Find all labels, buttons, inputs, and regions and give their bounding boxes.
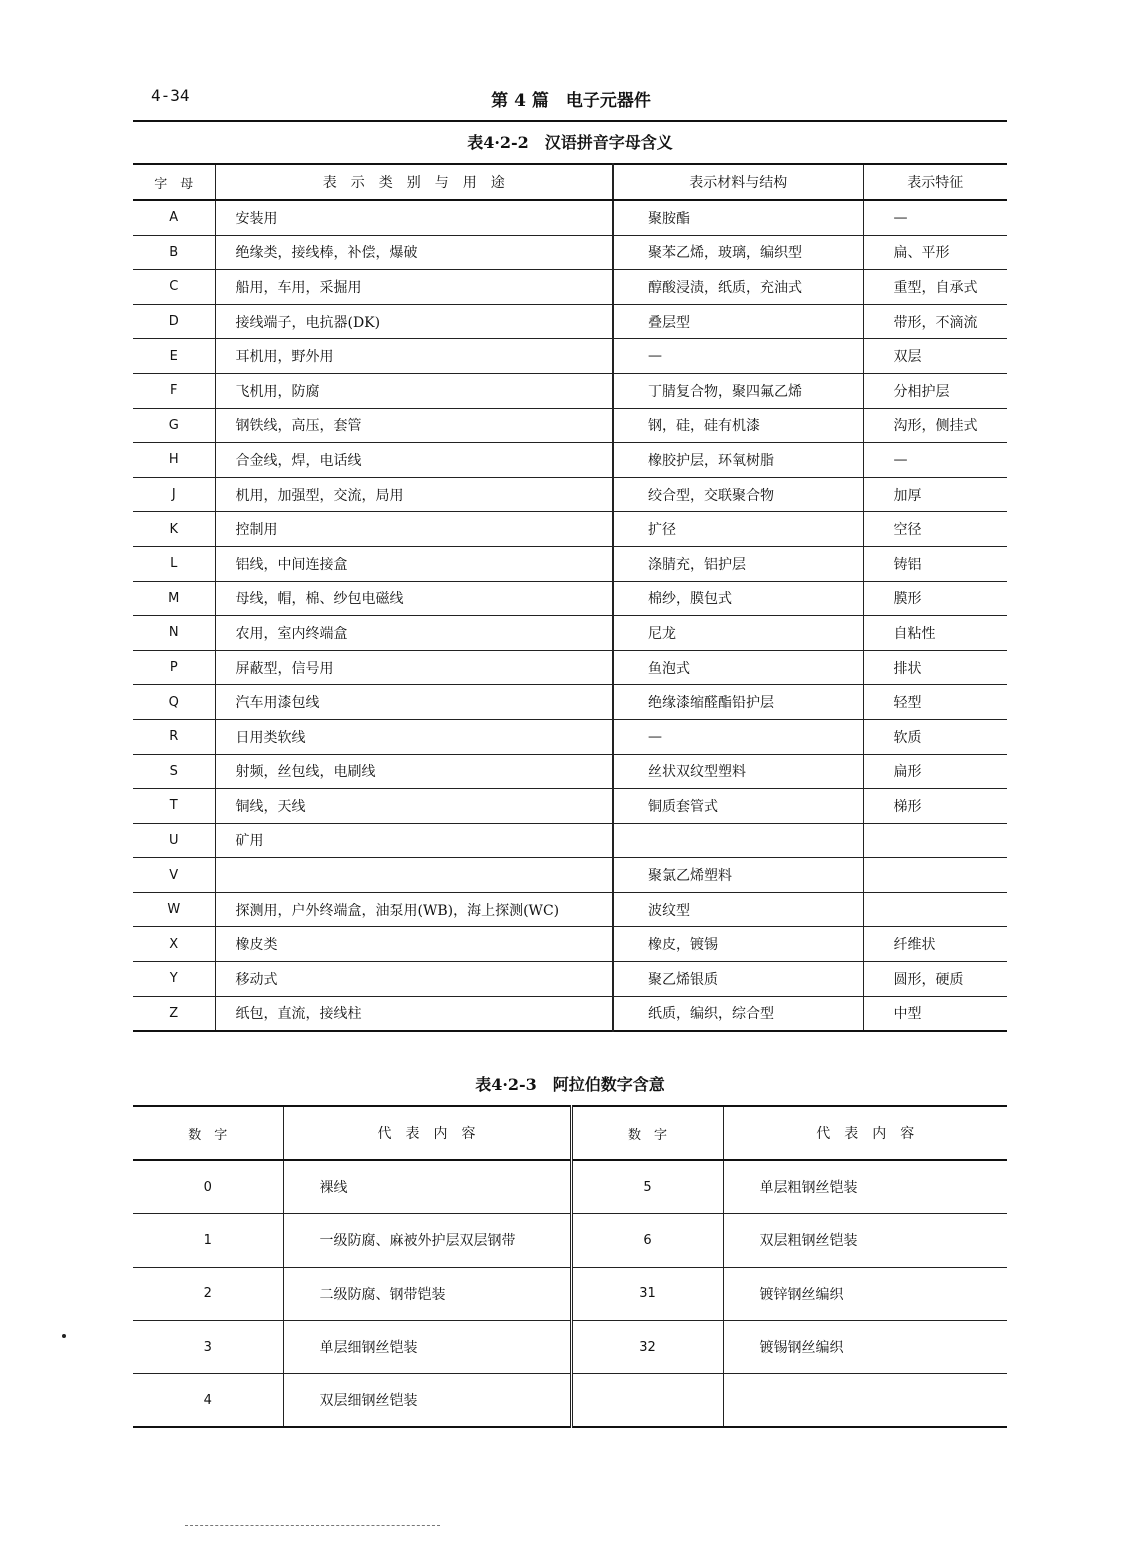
usage-cell: 铜线，天线	[215, 789, 613, 824]
digit-cell	[571, 1374, 723, 1428]
letter-cell: X	[133, 927, 215, 962]
table-row	[133, 996, 1007, 1031]
meaning-cell: 单层粗钢丝铠装	[723, 1160, 1007, 1214]
table-row	[133, 373, 1007, 408]
material-cell: 聚氯乙烯塑料	[613, 858, 863, 893]
feature-cell: 轻型	[863, 685, 1007, 720]
feature-cell: 中型	[893, 1006, 922, 1023]
digit-cell: 2	[133, 1267, 283, 1320]
table-row	[133, 685, 1007, 720]
usage-cell: 农用，室内终端盒	[215, 616, 613, 651]
col-header-letter: 字 母	[133, 164, 215, 200]
usage-cell: 橡皮类	[215, 927, 613, 962]
usage-cell: 母线，帽，棉、纱包电磁线	[215, 581, 613, 616]
usage-cell: 接线端子，电抗器(DK)	[215, 304, 613, 339]
feature-cell: 铸铝	[863, 546, 1007, 581]
page-number: 4-34	[151, 86, 190, 105]
letter-cell: L	[133, 546, 215, 581]
table-row	[133, 1267, 1007, 1320]
meaning-cell: 镀锌钢丝编织	[723, 1267, 1007, 1320]
col-header-digit: 数 字	[133, 1106, 283, 1160]
feature-cell: —	[863, 200, 1007, 235]
table-row	[133, 892, 1007, 927]
table1-header-row	[133, 164, 1007, 200]
letter-cell: D	[133, 304, 215, 339]
meaning-cell: 双层粗钢丝铠装	[723, 1214, 1007, 1267]
feature-cell: 沟形，侧挂式	[863, 408, 1007, 443]
material-cell: 绝缘漆缩醛酯铅护层	[613, 685, 863, 720]
material-cell: 鱼泡式	[613, 650, 863, 685]
material-cell: 波纹型	[613, 892, 863, 927]
meaning-cell: 裸线	[283, 1160, 571, 1214]
material-cell: 橡胶护层，环氧树脂	[613, 443, 863, 478]
material-cell: 丝状双纹型塑料	[613, 754, 863, 789]
table-row	[133, 616, 1007, 651]
feature-cell: 分相护层	[863, 373, 1007, 408]
material-cell: 橡皮，镀锡	[613, 927, 863, 962]
usage-cell: 移动式	[215, 962, 613, 997]
table-row	[133, 754, 1007, 789]
feature-cell: 纤维状	[863, 927, 1007, 962]
table2-header-row	[133, 1106, 1007, 1160]
material-cell: 聚乙烯银质	[613, 962, 863, 997]
table-row	[133, 823, 1007, 858]
letter-cell: K	[133, 512, 215, 547]
feature-cell: 圆形，硬质	[863, 962, 1007, 997]
table-row	[133, 235, 1007, 270]
usage-cell: 船用，车用，采掘用	[215, 270, 613, 305]
usage-cell: 日用类软线	[215, 719, 613, 754]
usage-cell: 飞机用，防腐	[215, 373, 613, 408]
col-header-meaning-2: 代 表 内 容	[723, 1106, 1007, 1160]
material-cell: 丁腈复合物，聚四氟乙烯	[613, 373, 863, 408]
meaning-cell: 单层细钢丝铠装	[283, 1320, 571, 1373]
col-header-usage: 表 示 类 别 与 用 途	[215, 164, 613, 200]
digit-cell: 4	[133, 1374, 283, 1428]
material-cell	[613, 823, 863, 858]
letter-cell: P	[133, 650, 215, 685]
usage-cell: 铝线，中间连接盒	[215, 546, 613, 581]
col-header-material: 表示材料与结构	[613, 164, 863, 200]
letter-cell: Y	[133, 962, 215, 997]
letter-cell: J	[133, 477, 215, 512]
meaning-cell: 镀锡钢丝编织	[723, 1320, 1007, 1373]
feature-cell	[863, 892, 1007, 927]
digit-cell: 0	[133, 1160, 283, 1214]
letter-cell: A	[133, 200, 215, 235]
usage-cell: 钢铁线，高压，套管	[215, 408, 613, 443]
letter-cell: W	[133, 892, 215, 927]
table-row	[133, 304, 1007, 339]
digit-cell: 31	[571, 1267, 723, 1320]
table-row	[133, 477, 1007, 512]
feature-cell: 梯形	[863, 789, 1007, 824]
material-cell: 扩径	[613, 512, 863, 547]
usage-cell: 纸包，直流，接线柱	[215, 996, 613, 1031]
col-header-meaning: 代 表 内 容	[283, 1106, 571, 1160]
letter-cell: M	[133, 581, 215, 616]
feature-cell: —	[863, 443, 1007, 478]
usage-cell: 安装用	[215, 200, 613, 235]
usage-cell: 控制用	[215, 512, 613, 547]
table2-title: 表4·2-3 阿拉伯数字含意	[475, 1075, 665, 1094]
material-cell: 涤腈充，铝护层	[613, 546, 863, 581]
pinyin-letter-table	[133, 163, 1007, 1032]
feature-cell: 扁、平形	[863, 235, 1007, 270]
feature-cell: 带形，不滴流	[863, 304, 1007, 339]
table-row	[133, 581, 1007, 616]
feature-cell: 排状	[863, 650, 1007, 685]
meaning-cell: 双层细钢丝铠装	[283, 1374, 571, 1428]
usage-cell: 屏蔽型，信号用	[215, 650, 613, 685]
table-row	[133, 1214, 1007, 1267]
table-row	[133, 858, 1007, 893]
table-row	[133, 408, 1007, 443]
table-row	[133, 719, 1007, 754]
feature-cell: 双层	[863, 339, 1007, 374]
page-header	[135, 86, 1007, 116]
digit-cell: 5	[571, 1160, 723, 1214]
feature-cell	[863, 858, 1007, 893]
table-row	[133, 443, 1007, 478]
letter-cell: T	[133, 789, 215, 824]
table-row	[133, 512, 1007, 547]
material-cell: —	[613, 719, 863, 754]
letter-cell: F	[133, 373, 215, 408]
usage-cell: 汽车用漆包线	[215, 685, 613, 720]
letter-cell: G	[133, 408, 215, 443]
usage-cell: 合金线，焊，电话线	[215, 443, 613, 478]
feature-cell: 软质	[863, 719, 1007, 754]
letter-cell: V	[133, 858, 215, 893]
feature-cell: 重型，自承式	[863, 270, 1007, 305]
material-cell: 棉纱，膜包式	[613, 581, 863, 616]
digit-cell: 6	[571, 1214, 723, 1267]
material-cell: 醇酸浸渍，纸质，充油式	[613, 270, 863, 305]
table-row	[133, 1160, 1007, 1214]
feature-cell: 空径	[863, 512, 1007, 547]
usage-cell	[215, 858, 613, 893]
scan-speck	[62, 1334, 66, 1338]
table-row	[133, 339, 1007, 374]
letter-cell: B	[133, 235, 215, 270]
table-row	[133, 270, 1007, 305]
material-cell: 尼龙	[613, 616, 863, 651]
table-row	[133, 650, 1007, 685]
letter-cell: Z	[133, 996, 215, 1031]
scan-artifact-line	[185, 1525, 440, 1526]
feature-cell: 自粘性	[863, 616, 1007, 651]
letter-cell: Q	[133, 685, 215, 720]
col-header-digit-2: 数 字	[571, 1106, 723, 1160]
usage-cell: 耳机用，野外用	[215, 339, 613, 374]
table-row	[133, 1320, 1007, 1373]
table-row	[133, 546, 1007, 581]
usage-cell: 绝缘类，接线棒，补偿，爆破	[215, 235, 613, 270]
header-rule	[133, 120, 1007, 122]
material-cell: 聚胺酯	[613, 200, 863, 235]
letter-cell: U	[133, 823, 215, 858]
table1-title: 表4·2-2 汉语拼音字母含义	[467, 133, 673, 152]
material-cell: 铜质套管式	[613, 789, 863, 824]
usage-cell: 射频，丝包线，电刷线	[215, 754, 613, 789]
letter-cell: C	[133, 270, 215, 305]
letter-cell: N	[133, 616, 215, 651]
material-cell: 纸质，编织，综合型	[613, 996, 863, 1031]
feature-cell	[863, 823, 1007, 858]
meaning-cell	[723, 1374, 1007, 1428]
table-row	[133, 200, 1007, 235]
material-cell: —	[613, 339, 863, 374]
table-row	[133, 789, 1007, 824]
letter-cell: E	[133, 339, 215, 374]
digit-cell: 1	[133, 1214, 283, 1267]
meaning-cell: 二级防腐、钢带铠装	[283, 1267, 571, 1320]
meaning-cell: 一级防腐、麻被外护层双层钢带	[283, 1214, 571, 1267]
usage-cell: 矿用	[215, 823, 613, 858]
digit-cell: 32	[571, 1320, 723, 1373]
feature-cell: 膜形	[863, 581, 1007, 616]
chapter-title: 第 4 篇 电子元器件	[491, 91, 651, 111]
table-row	[133, 1374, 1007, 1428]
arabic-digit-table	[133, 1105, 1007, 1428]
letter-cell: H	[133, 443, 215, 478]
material-cell: 绞合型，交联聚合物	[613, 477, 863, 512]
usage-cell: 探测用，户外终端盒，油泵用(WB)，海上探测(WC)	[215, 892, 613, 927]
material-cell: 钢，硅，硅有机漆	[613, 408, 863, 443]
table-row	[133, 927, 1007, 962]
feature-cell: 加厚	[863, 477, 1007, 512]
material-cell: 聚苯乙烯，玻璃，编织型	[613, 235, 863, 270]
feature-cell: 扁形	[863, 754, 1007, 789]
material-cell: 叠层型	[613, 304, 863, 339]
usage-cell: 机用，加强型，交流，局用	[215, 477, 613, 512]
letter-cell: S	[133, 754, 215, 789]
col-header-feature: 表示特征	[863, 164, 1007, 200]
letter-cell: R	[133, 719, 215, 754]
digit-cell: 3	[133, 1320, 283, 1373]
table-row	[133, 962, 1007, 997]
